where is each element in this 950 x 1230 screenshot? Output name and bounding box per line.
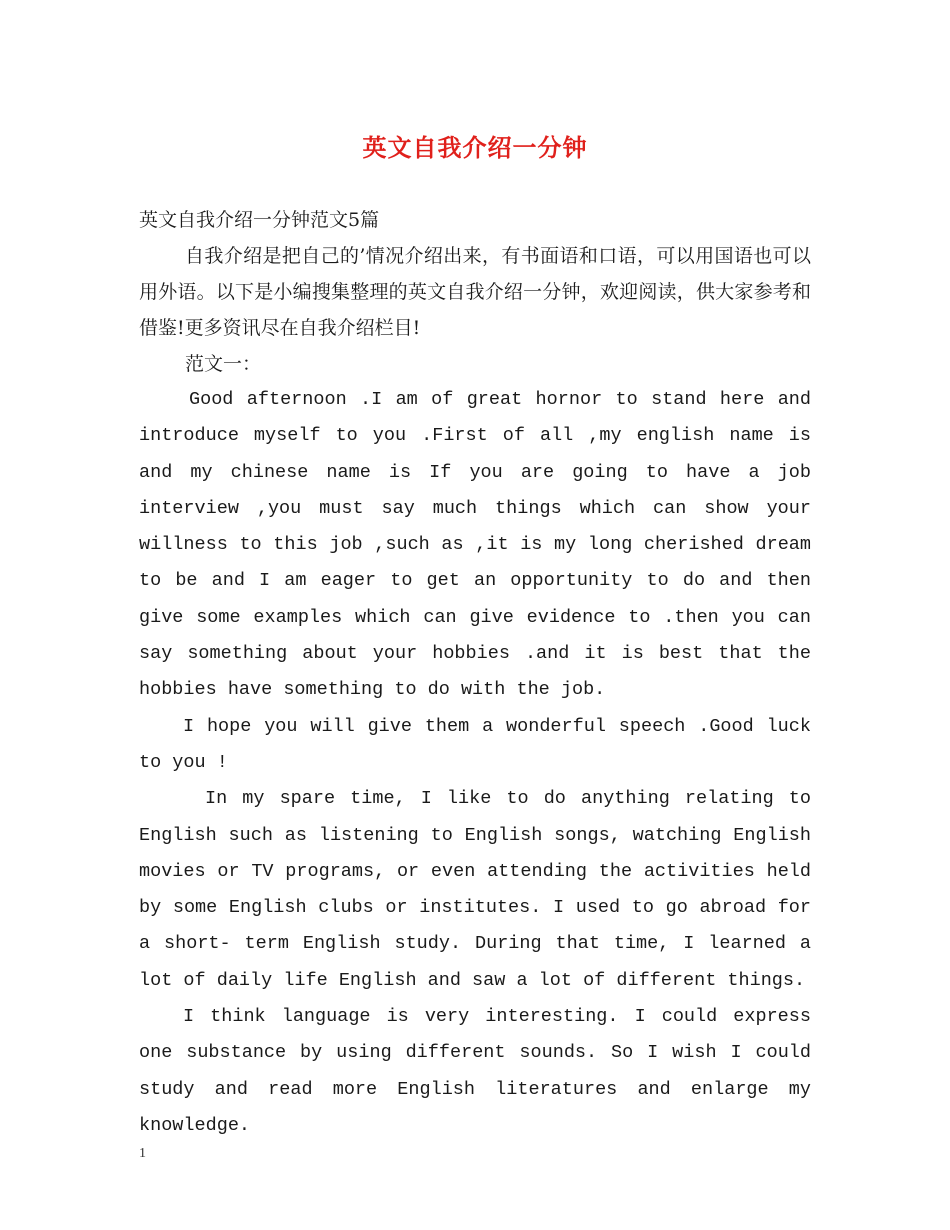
body-paragraph-4: I think language is very interesting. I could express one substance by using different sounds. So I wish I could study and read more English literatures and enlarge my knowledge. [139,1006,811,1136]
body-paragraph-2: I hope you will give them a wonderful speech .Good luck to you ! [139,715,811,773]
section-label: 范文一： [185,353,262,375]
document-body [139,202,811,1144]
body-paragraph-3: In my spare time, I like to do anything relating to English such as listening to English songs, watching English movies or TV programs, or even attending the activities held by some English clubs or institutes. I used to go abroad for a short- term English study. During that time, I learned a lot of daily life English and saw a lot of different things. [139,788,811,991]
page-number: 1 [139,1146,146,1161]
document-title: 英文自我介绍一分钟 [362,133,588,162]
intro-paragraph: 自我介绍是把自己的’情况介绍出来，有书面语和口语，可以用国语也可以用外语。以下是小编搜集整理的英文自我介绍一分钟，欢迎阅读，供大家参考和借鉴!更多资讯尽在自我介绍栏目! [139,245,811,339]
body-paragraph-1: Good afternoon .I am of great hornor to stand here and introduce myself to you .First of all ,my english name is and my chinese name is If you are going to have a job interview ,you must say much things which can show your willness to this job ,such as ,it is my long cherished dream to be and I am eager to get an opportunity to do and then give some examples which can give evidence to .then you can say something about your hobbies .and it is best that the hobbies have something to do with the job. [139,389,811,701]
document-subtitle: 英文自我介绍一分钟范文5篇 [139,209,380,231]
